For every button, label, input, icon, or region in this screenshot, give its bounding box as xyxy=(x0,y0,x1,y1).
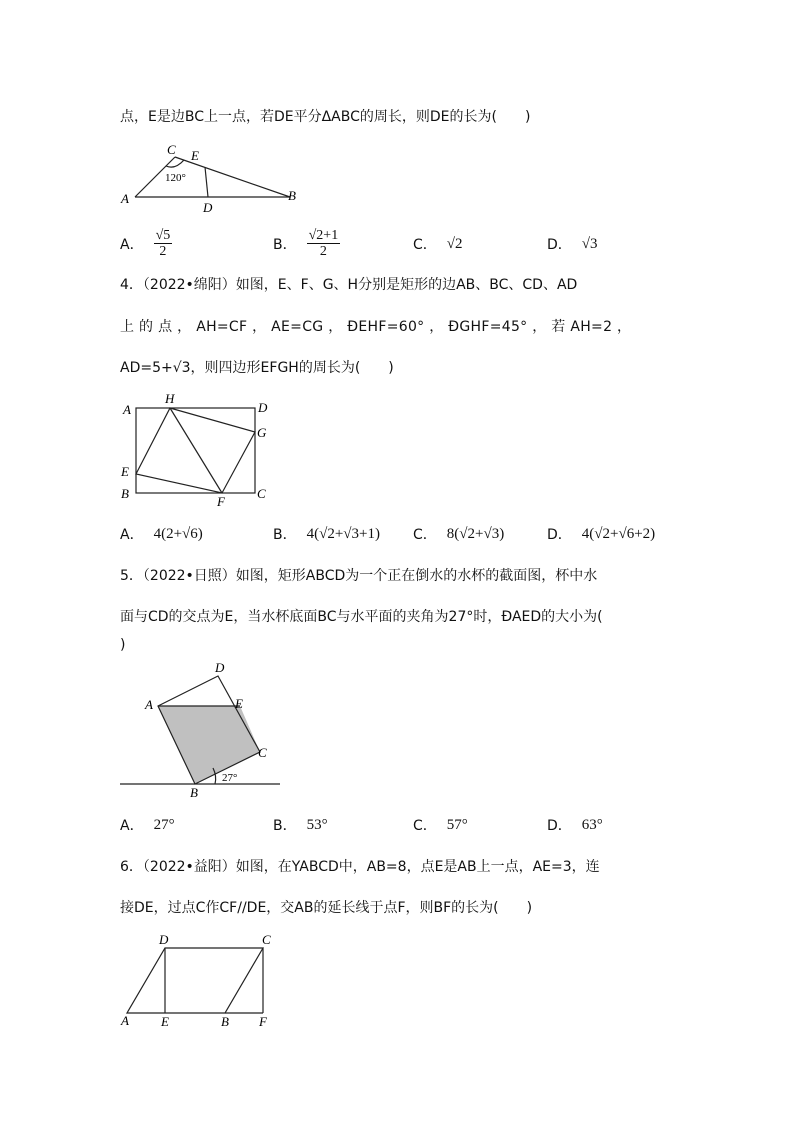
q5-label-a: A xyxy=(145,697,153,712)
q5-label-e: E xyxy=(235,696,243,711)
q5-choice-a[interactable]: A． 27° xyxy=(120,816,175,834)
q3-label-a: A xyxy=(121,191,129,206)
q4-choice-b[interactable]: B． 4(√2+√3+1) xyxy=(273,525,380,543)
q5-choice-b[interactable]: B． 53° xyxy=(273,816,328,834)
q5-line-2: 面与CD的交点为E，当水杯底面BC与水平面的夹角为27°时，ÐAED的大小为( xyxy=(120,609,603,625)
q6-label-e: E xyxy=(161,1014,169,1029)
q4-label-a: A xyxy=(123,402,131,417)
q5-choice-d[interactable]: D． 63° xyxy=(547,816,603,834)
q3-choice-a[interactable]: A． $\frac{√5}{2}$ xyxy=(120,228,171,259)
q5-angle-label: 27° xyxy=(222,772,238,784)
q6-label-a: A xyxy=(121,1013,129,1028)
q4-label-g: G xyxy=(257,425,267,440)
q4-rectangle-figure xyxy=(115,392,275,510)
q3-angle-label: 120° xyxy=(165,172,186,184)
q5-cup-figure xyxy=(115,658,285,800)
q6-parallelogram-figure xyxy=(115,932,285,1032)
q5-choices xyxy=(120,815,680,837)
q3-label-c: C xyxy=(167,142,176,157)
q3-label-e: E xyxy=(191,148,199,163)
q6-label-c: C xyxy=(262,932,271,947)
q4-choice-d[interactable]: D． 4(√2+√6+2) xyxy=(547,525,656,543)
q5-label-b: B xyxy=(190,785,198,800)
q4-label-e: E xyxy=(121,464,129,479)
q3-label-d: D xyxy=(203,200,213,215)
q6-line-2: 接DE，过点C作CF//DE，交AB的延长线于点F，则BF的长为( ) xyxy=(120,900,533,916)
q6-label-d: D xyxy=(159,932,169,947)
q4-choices xyxy=(120,524,680,546)
q3-label-b: B xyxy=(288,188,296,203)
q3-choice-b[interactable]: B． $\frac{√2+1}{2}$ xyxy=(273,228,339,259)
q4-label-h: H xyxy=(165,392,175,406)
q4-line-2: 上 的 点 ， AH=CF ， AE=CG ， ÐEHF=60° ， ÐGHF=45° ， 若 AH=2 ， xyxy=(120,319,632,335)
q5-label-c: C xyxy=(258,745,267,760)
q4-label-c: C xyxy=(257,486,266,501)
q3-choice-d[interactable]: D． √3 xyxy=(547,235,598,253)
q6-label-f: F xyxy=(259,1014,267,1029)
q5-label-d: D xyxy=(215,660,225,675)
q4-label-b: B xyxy=(121,486,129,501)
q3-choices xyxy=(120,228,680,262)
q5-line-1: 5．（2022•日照）如图，矩形ABCD为一个正在倒水的水杯的截面图，杯中水 xyxy=(120,568,598,584)
q3-stem: 点，E是边BC上一点，若DE平分ΔABC的周长，则DE的长为( ) xyxy=(120,109,531,125)
q6-label-b: B xyxy=(221,1014,229,1029)
q4-line-3: AD=5+√3，则四边形EFGH的周长为( ) xyxy=(120,360,394,376)
q4-choice-c[interactable]: C． 8(√2+√3) xyxy=(413,525,505,543)
q3-choice-c[interactable]: C． √2 xyxy=(413,235,463,253)
q4-label-d: D xyxy=(258,400,268,415)
q5-choice-c[interactable]: C． 57° xyxy=(413,816,468,834)
q3-triangle-figure xyxy=(115,140,305,215)
q5-line-3: ) xyxy=(120,637,126,653)
q6-line-1: 6．（2022•益阳）如图，在YABCD中，AB=8，点E是AB上一点，AE=3，连 xyxy=(120,859,600,875)
q4-choice-a[interactable]: A． 4(2+√6) xyxy=(120,525,203,543)
q4-line-1: 4．（2022•绵阳）如图，E、F、G、H分别是矩形的边AB、BC、CD、AD xyxy=(120,277,578,293)
q4-label-f: F xyxy=(217,494,225,509)
